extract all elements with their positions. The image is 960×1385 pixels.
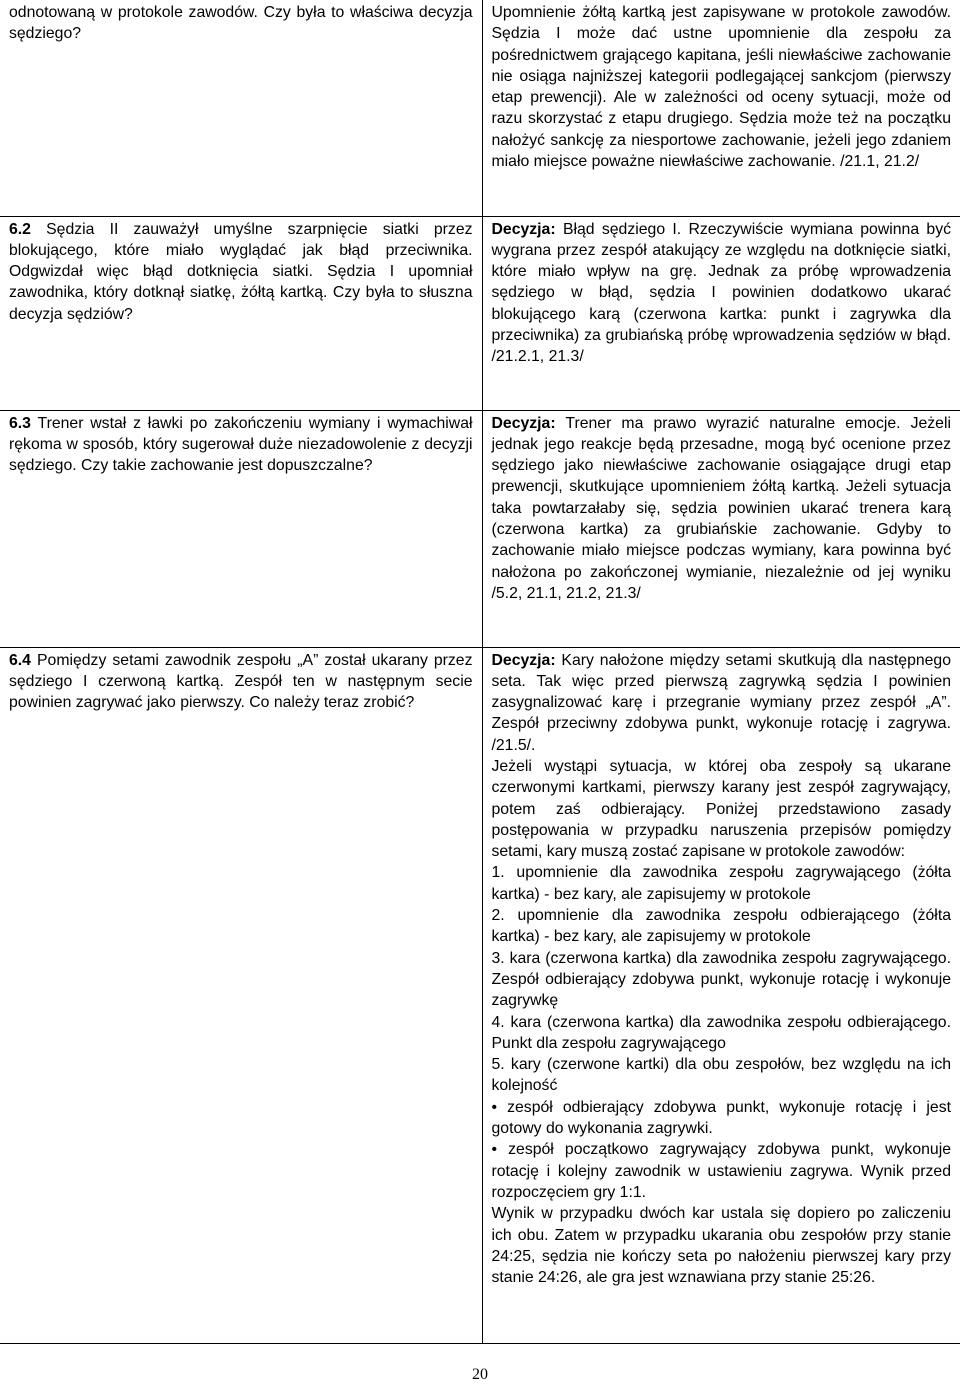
answer-text: Błąd sędziego I. Rzeczywiście wymiana powinna być wygrana przez zespół atakujący ze względu na dotknięcie siatki, które miało wpływ na grę. Jednak za próbę wprowadzenia sędziego w błąd, sędzia I powinien dodatkowo ukarać blokującego karą (czerwona kartka: punkt i zagrywka dla przeciwnika) za grubiańską próbę wprowadzenia sędziów w błąd. /21.2.1, 21.3/ bbox=[491, 220, 951, 366]
answer-paragraph: 5. kary (czerwone kartki) dla obu zespołów, bez względu na ich kolejność bbox=[491, 1056, 951, 1095]
answer-paragraph: Wynik w przypadku dwóch kar ustala się dopiero po zaliczeniu ich obu. Zatem w przypadku ukarania obu zespołów przy stanie 24:25, sędzia nie kończy seta po nałożeniu pierwszej kary przy stanie 24:26, ale gra jest wznawiana przy stanie 25:26. bbox=[491, 1205, 951, 1287]
question-text: odnotowaną w protokole zawodów. Czy była to właściwa decyzja sędziego? bbox=[9, 4, 473, 43]
answer-cell bbox=[482, 216, 960, 410]
answer-paragraph: 2. upomnienie dla zawodnika zespołu odbierającego (żółta kartka) - bez kary, ale zapisujemy w protokole bbox=[491, 907, 951, 946]
answer-paragraph: 3. kara (czerwona kartka) dla zawodnika zespołu zagrywającego. Zespół odbierający zdobywa punkt, wykonuje rotację i wykonuje zagrywkę bbox=[491, 949, 951, 1010]
answer-paragraph: 4. kara (czerwona kartka) dla zawodnika zespołu odbierającego. Punkt dla zespołu zagrywającego bbox=[491, 1013, 951, 1052]
decision-label: Decyzja: bbox=[491, 651, 556, 669]
question-text: Trener wstał z ławki po zakończeniu wymiany i wymachiwał rękoma w sposób, który sugerował duże niezadowolenie z decyzji sędziego. Czy takie zachowanie jest dopuszczalne? bbox=[9, 414, 473, 475]
table-row bbox=[0, 0, 960, 216]
bullet-paragraph: • zespół odbierający zdobywa punkt, wykonuje rotację i jest gotowy do wykonania zagrywki. bbox=[491, 1098, 951, 1138]
answer-text: Upomnienie żółtą kartką jest zapisywane w protokole zawodów. Sędzia I może dać ustne upomnienie dla zespołu za pośrednictwem grającego kapitana, jeśli niewłaściwe zachowanie nie osiąga najniższej kategorii podlegającej sankcjom (pierwszy etap prewencji). Ale w zależności od oceny sytuacji, może od razu skorzystać z etapu drugiego. Sędzia może też na początku nałożyć sankcję za niesportowe zachowanie, jeżeli jego zdaniem miało miejsce poważne niewłaściwe zachowanie. /21.1, 21.2/ bbox=[491, 4, 951, 171]
decision-label: Decyzja: bbox=[491, 220, 556, 238]
question-number: 6.4 bbox=[9, 651, 31, 669]
bullet-paragraph: • zespół początkowo zagrywający zdobywa punkt, wykonuje rotację i kolejny zawodnik w ustawieniu zagrywa. Wynik przed rozpoczęciem gry 1:1. bbox=[491, 1141, 951, 1201]
question-text: Sędzia II zauważył umyślne szarpnięcie siatki przez blokującego, które miało wyglądać jak błąd przeciwnika. Odgwizdał więc błąd dotknięcia siatki. Sędzia I upomniał zawodnika, który dotknął siatkę, żółtą kartką. Czy była to słuszna decyzja sędziów? bbox=[9, 220, 473, 323]
answer-paragraph: 1. upomnienie dla zawodnika zespołu zagrywającego (żółta kartka) - bez kary, ale zapisujemy w protokole bbox=[491, 864, 951, 903]
answer-cell bbox=[482, 0, 960, 216]
answer-cell bbox=[482, 647, 960, 1343]
answer-text: Trener ma prawo wyrazić naturalne emocje. Jeżeli jednak jego reakcje będą przesadne, mogą być ocenione przez sędziego jako niewłaściwe zachowanie osiągające drugi etap prewencji, skutkujące upomnieniem żółtą kartką. Jeżeli sytuacja taka powtarzałaby się, sędzia powinien ukarać trenera karą (czerwona kartka) za grubiańskie zachowanie. Gdyby to zachowanie miało miejsce podczas wymiany, kara powinna być nałożona po zakończonej wymianie, niezależnie od jej wyniku /5.2, 21.1, 21.2, 21.3/ bbox=[491, 414, 951, 602]
question-cell bbox=[0, 216, 482, 410]
question-number: 6.3 bbox=[9, 414, 31, 432]
table-row bbox=[0, 216, 960, 410]
question-number: 6.2 bbox=[9, 220, 31, 238]
question-cell bbox=[0, 0, 482, 216]
table-row bbox=[0, 647, 960, 1343]
table-row bbox=[0, 410, 960, 647]
question-text: Pomiędzy setami zawodnik zespołu „A” został ukarany przez sędziego I czerwoną kartką. Zespół ten w następnym secie powinien zagrywać jako pierwszy. Co należy teraz zrobić? bbox=[9, 651, 473, 712]
question-cell bbox=[0, 410, 482, 647]
decision-label: Decyzja: bbox=[491, 414, 556, 432]
answer-paragraph: Jeżeli wystąpi sytuacja, w której oba zespoły są ukarane czerwonymi kartkami, pierwszy karany jest zespół zagrywający, potem zaś odbierający. Poniżej przedstawiono zasady postępowania w przypadku naruszenia przepisów pomiędzy setami, kary muszą zostać zapisane w protokole zawodów: bbox=[491, 757, 951, 861]
page-number: 20 bbox=[472, 1366, 488, 1383]
answer-cell bbox=[482, 410, 960, 647]
answer-text: Kary nałożone między setami skutkują dla następnego seta. Tak więc przed pierwszą zagrywką sędzia I powinien zasygnalizować karę i przegranie wymiany przez zespół „A”. Zespół przeciwny zdobywa punkt, wykonuje rotację i zagrywa. /21.5/. bbox=[491, 651, 951, 754]
question-cell bbox=[0, 647, 482, 1343]
